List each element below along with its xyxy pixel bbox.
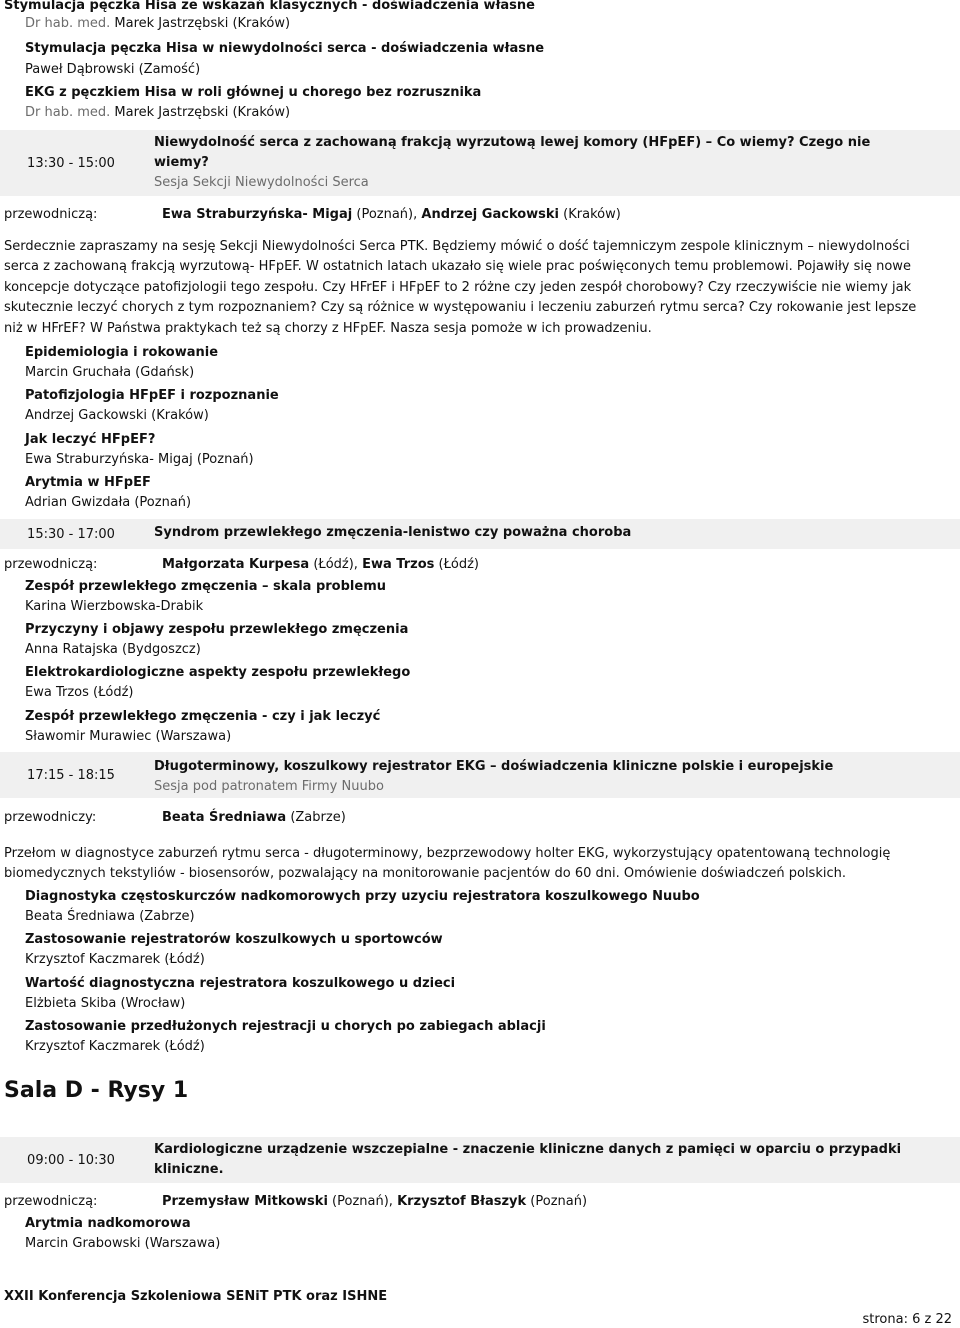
session-time	[0, 519, 142, 549]
description-line: serca z zachowaną frakcją wyrzutową- HFpEF. W ostatnich latach ukazało się wiele prac poświęconych temu problemowi. Pojawiły się nowe	[4, 259, 911, 274]
chair-name: Beata Średniawa	[162, 810, 287, 825]
session-header	[142, 519, 960, 549]
talk-title: Epidemiologia i rokowanie	[25, 345, 219, 360]
session-time	[0, 1137, 142, 1183]
chair-city: (Poznań)	[530, 1194, 588, 1209]
chair-city: (Łódź),	[313, 557, 358, 572]
talk-title: Arytmia w HFpEF	[25, 475, 151, 490]
chair-name: Krzysztof Błaszyk	[397, 1194, 527, 1209]
talk-speaker: Marcin Gruchała (Gdańsk)	[25, 365, 195, 380]
description-line: Przełom w diagnostyce zaburzeń rytmu serca - długoterminowy, bezprzewodowy holter EKG, wykorzystujący opatentowaną technologię	[4, 846, 891, 861]
chairs	[162, 809, 346, 827]
session-subtitle: Sesja pod patronatem Firmy Nuubo	[154, 779, 384, 794]
chair-label: przewodniczą:	[4, 1194, 98, 1209]
talk-title: Stymulacja pęczka Hisa w niewydolności serca - doświadczenia własne	[25, 41, 545, 56]
talk-speaker: Krzysztof Kaczmarek (Łódź)	[25, 1039, 205, 1054]
talk-title: Zastosowanie rejestratorów koszulkowych u sportowców	[25, 932, 443, 947]
talk-speaker: Sławomir Murawiec (Warszawa)	[25, 729, 232, 744]
talk-speaker	[25, 104, 290, 122]
chair-label: przewodniczy:	[4, 810, 97, 825]
session-time-text: 09:00 - 10:30	[27, 1152, 115, 1168]
talk-title: Zastosowanie przedłużonych rejestracji u chorych po zabiegach ablacji	[25, 1019, 546, 1034]
talk-title: Jak leczyć HFpEF?	[25, 432, 156, 447]
talk-title: Arytmia nadkomorowa	[25, 1216, 191, 1231]
chair-name: Ewa Trzos	[362, 557, 435, 572]
talk-title: Zespół przewlekłego zmęczenia – skala problemu	[25, 579, 386, 594]
session-subtitle: Sesja Sekcji Niewydolności Serca	[154, 175, 369, 190]
talk-title: Elektrokardiologiczne aspekty zespołu przewlekłego	[25, 665, 411, 680]
description-line: skutecznie leczyć chorych z tym rozpoznaniem? Czy są różnice w występowaniu i leczeniu zaburzeń rytmu serca? Czy rokowanie jest lepsze	[4, 300, 917, 315]
talk-speaker: Andrzej Gackowski (Kraków)	[25, 408, 209, 423]
description-line: niż w HFrEF? W Państwa praktykach też są chorzy z HFpEF. Nasza sesja pomoże w ich prowadzeniu.	[4, 321, 652, 336]
talk-speaker: Beata Średniawa (Zabrze)	[25, 909, 195, 924]
chair-name: Przemysław Mitkowski	[162, 1194, 328, 1209]
session-title-line2: wiemy?	[154, 155, 209, 170]
chair-name: Ewa Straburzyńska- Migaj	[162, 207, 353, 222]
chair-city: (Kraków)	[563, 207, 621, 222]
talk-speaker: Karina Wierzbowska-Drabik	[25, 599, 204, 614]
chair-name: Andrzej Gackowski	[421, 207, 560, 222]
chair-label: przewodniczą:	[4, 557, 98, 572]
session-title-line1: Niewydolność serca z zachowaną frakcją wyrzutową lewej komory (HFpEF) – Co wiemy? Czego nie	[154, 135, 871, 150]
speaker-name: Marek Jastrzębski (Kraków)	[114, 16, 291, 31]
session-time-text: 13:30 - 15:00	[27, 155, 115, 171]
talk-speaker: Marcin Grabowski (Warszawa)	[25, 1236, 221, 1251]
session-title-line1: Kardiologiczne urządzenie wszczepialne - znaczenie kliniczne danych z pamięci w oparciu o przypadki	[154, 1142, 902, 1157]
chairs	[162, 206, 621, 224]
talk-speaker	[25, 15, 290, 33]
description-line: Serdecznie zapraszamy na sesję Sekcji Niewydolności Serca PTK. Będziemy mówić o dość tajemniczym zespole klinicznym – niewydolności	[4, 239, 910, 254]
page-number: strona: 6 z 22	[862, 1312, 952, 1327]
chair-label: przewodniczą:	[4, 207, 98, 222]
chair-city: (Poznań),	[332, 1194, 393, 1209]
description-line: koncepcje dotyczące patofizjologii tego zespołu. Czy HFrEF i HFpEF to 2 różne czy jeden zespół chorobowy? Czy rzeczywiście nie wiemy jak	[4, 280, 912, 295]
session-title: Syndrom przewlekłego zmęczenia-lenistwo czy poważna choroba	[154, 525, 632, 540]
speaker-prefix: Dr hab. med.	[25, 16, 111, 31]
talk-speaker: Elżbieta Skiba (Wrocław)	[25, 996, 186, 1011]
talk-speaker: Ewa Straburzyńska- Migaj (Poznań)	[25, 452, 254, 467]
talk-speaker: Paweł Dąbrowski (Zamość)	[25, 62, 201, 77]
footer-conference: XXII Konferencja Szkoleniowa SENiT PTK oraz ISHNE	[4, 1289, 388, 1304]
talk-title: Przyczyny i objawy zespołu przewlekłego zmęczenia	[25, 622, 409, 637]
session-time	[0, 130, 142, 196]
session-header	[142, 130, 960, 196]
description-line: biomedycznych tekstyliów - biosensorów, pozwalający na monitorowanie pacjentów do 60 dni. Omówienie doświadczeń polskich.	[4, 866, 846, 881]
chair-city: (Zabrze)	[290, 810, 346, 825]
talk-title: EKG z pęczkiem Hisa w roli głównej u chorego bez rozrusznika	[25, 85, 482, 100]
talk-title: Stymulacja pęczka Hisa ze wskazań klasycznych - doświadczenia własne	[4, 0, 535, 13]
talk-title: Zespół przewlekłego zmęczenia - czy i jak leczyć	[25, 709, 381, 724]
chairs	[162, 556, 479, 574]
session-header	[142, 1137, 960, 1183]
chair-name: Małgorzata Kurpesa	[162, 557, 310, 572]
chair-city: (Łódź)	[438, 557, 479, 572]
talk-title: Diagnostyka częstoskurczów nadkomorowych przy uzyciu rejestratora koszulkowego Nuubo	[25, 889, 700, 904]
speaker-prefix: Dr hab. med.	[25, 105, 111, 120]
talk-title: Wartość diagnostyczna rejestratora koszulkowego u dzieci	[25, 976, 456, 991]
session-time	[0, 752, 142, 798]
session-header	[142, 752, 960, 798]
talk-title: Patofizjologia HFpEF i rozpoznanie	[25, 388, 279, 403]
room-heading: Sala D - Rysy 1	[4, 1078, 189, 1103]
session-title-line2: kliniczne.	[154, 1162, 224, 1177]
session-time-text: 17:15 - 18:15	[27, 767, 115, 783]
session-time-text: 15:30 - 17:00	[27, 526, 115, 542]
chairs	[162, 1193, 587, 1211]
talk-speaker: Anna Ratajska (Bydgoszcz)	[25, 642, 201, 657]
chair-city: (Poznań),	[356, 207, 418, 222]
talk-speaker: Adrian Gwizdała (Poznań)	[25, 495, 192, 510]
talk-speaker: Krzysztof Kaczmarek (Łódź)	[25, 952, 205, 967]
talk-speaker: Ewa Trzos (Łódź)	[25, 685, 134, 700]
session-title: Długoterminowy, koszulkowy rejestrator EKG – doświadczenia kliniczne polskie i europejskie	[154, 759, 834, 774]
speaker-name: Marek Jastrzębski (Kraków)	[114, 105, 291, 120]
